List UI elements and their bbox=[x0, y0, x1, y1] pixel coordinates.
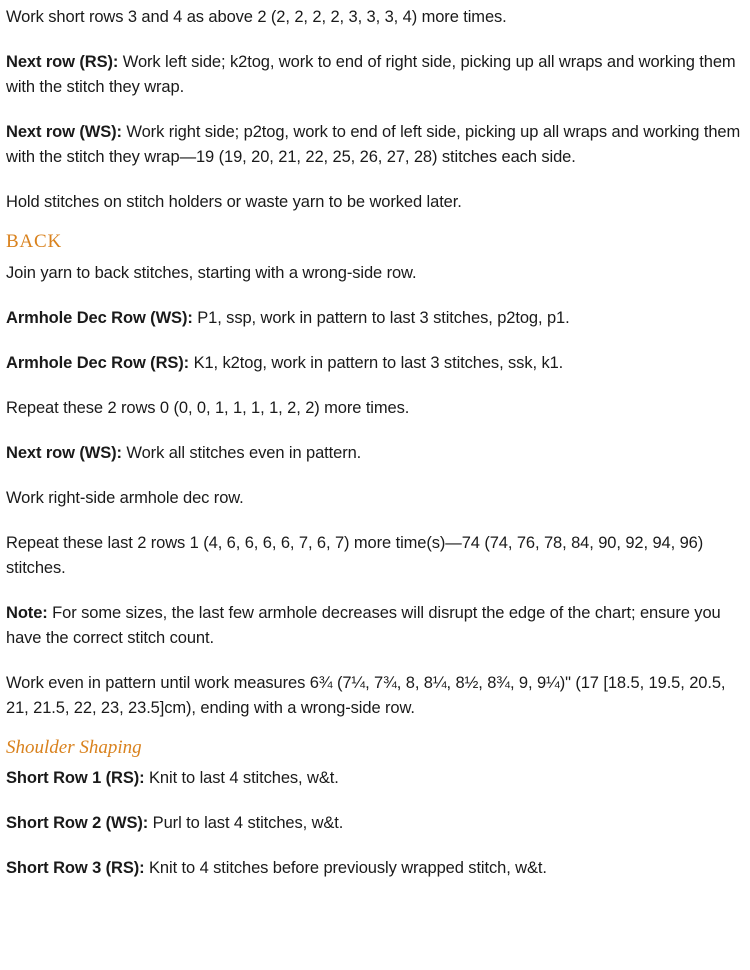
intro-paragraph-2 bbox=[6, 50, 741, 100]
intro-paragraph-1: Work short rows 3 and 4 as above 2 (2, 2, 2, 2, 3, 3, 3, 4) more times. bbox=[6, 8, 507, 26]
pattern-page bbox=[6, 5, 741, 901]
instruction-text: Work right side; p2tog, work to end of left side, picking up all wraps and working them with the stitch they wrap—19 (19, 20, 21, 22, 25, 26, 27, 28) stitches each side. bbox=[6, 123, 741, 166]
back-paragraph-6: Work right-side armhole dec row. bbox=[6, 489, 244, 507]
instruction-text: Work left side; k2tog, work to end of right side, picking up all wraps and working them with the stitch they wrap. bbox=[6, 53, 736, 96]
back-paragraph-8 bbox=[6, 601, 741, 651]
instruction-text: Knit to 4 stitches before previously wrapped stitch, w&t. bbox=[144, 859, 547, 877]
instruction-label: Short Row 2 (WS): bbox=[6, 814, 149, 832]
shoulder-row-2 bbox=[6, 811, 741, 836]
back-paragraph-2 bbox=[6, 306, 741, 331]
instruction-label: Next row (RS): bbox=[6, 53, 119, 71]
intro-paragraph-3 bbox=[6, 120, 741, 170]
instruction-text: K1, k2tog, work in pattern to last 3 stitches, ssk, k1. bbox=[189, 354, 564, 372]
instruction-text: Knit to last 4 stitches, w&t. bbox=[144, 769, 339, 787]
shoulder-row-1 bbox=[6, 766, 741, 791]
back-paragraph-4: Repeat these 2 rows 0 (0, 0, 1, 1, 1, 1, 2, 2) more times. bbox=[6, 399, 410, 417]
back-paragraph-7: Repeat these last 2 rows 1 (4, 6, 6, 6, 6, 7, 6, 7) more time(s)—74 (74, 76, 78, 84, 90, 92, 94, 96) stitches. bbox=[6, 534, 704, 577]
instruction-text: Work all stitches even in pattern. bbox=[121, 444, 362, 462]
note-text: For some sizes, the last few armhole decreases will disrupt the edge of the chart; ensure you have the correct stitch count. bbox=[6, 604, 721, 647]
back-paragraph-5 bbox=[6, 441, 741, 466]
note-label: Note: bbox=[6, 604, 48, 622]
instruction-label: Short Row 1 (RS): bbox=[6, 769, 145, 787]
instruction-label: Short Row 3 (RS): bbox=[6, 859, 145, 877]
instruction-text: Purl to last 4 stitches, w&t. bbox=[148, 814, 344, 832]
subsection-heading-shoulder-shaping: Shoulder Shaping bbox=[6, 737, 142, 758]
section-heading-back: BACK bbox=[6, 231, 62, 252]
instruction-text: P1, ssp, work in pattern to last 3 stitches, p2tog, p1. bbox=[192, 309, 570, 327]
back-paragraph-1: Join yarn to back stitches, starting with a wrong-side row. bbox=[6, 264, 417, 282]
instruction-label: Armhole Dec Row (RS): bbox=[6, 354, 190, 372]
back-paragraph-3 bbox=[6, 351, 741, 376]
shoulder-row-3 bbox=[6, 856, 741, 881]
instruction-label: Next row (WS): bbox=[6, 123, 122, 141]
instruction-label: Armhole Dec Row (WS): bbox=[6, 309, 193, 327]
back-paragraph-9: Work even in pattern until work measures 6¾ (7¼, 7¾, 8, 8¼, 8½, 8¾, 9, 9¼)" (17 [18.5, 19.5, 20.5, 21, 21.5, 22, 23, 23.5]cm), ending with a wrong-side row. bbox=[6, 674, 726, 717]
instruction-label: Next row (WS): bbox=[6, 444, 122, 462]
intro-paragraph-4: Hold stitches on stitch holders or waste yarn to be worked later. bbox=[6, 193, 462, 211]
